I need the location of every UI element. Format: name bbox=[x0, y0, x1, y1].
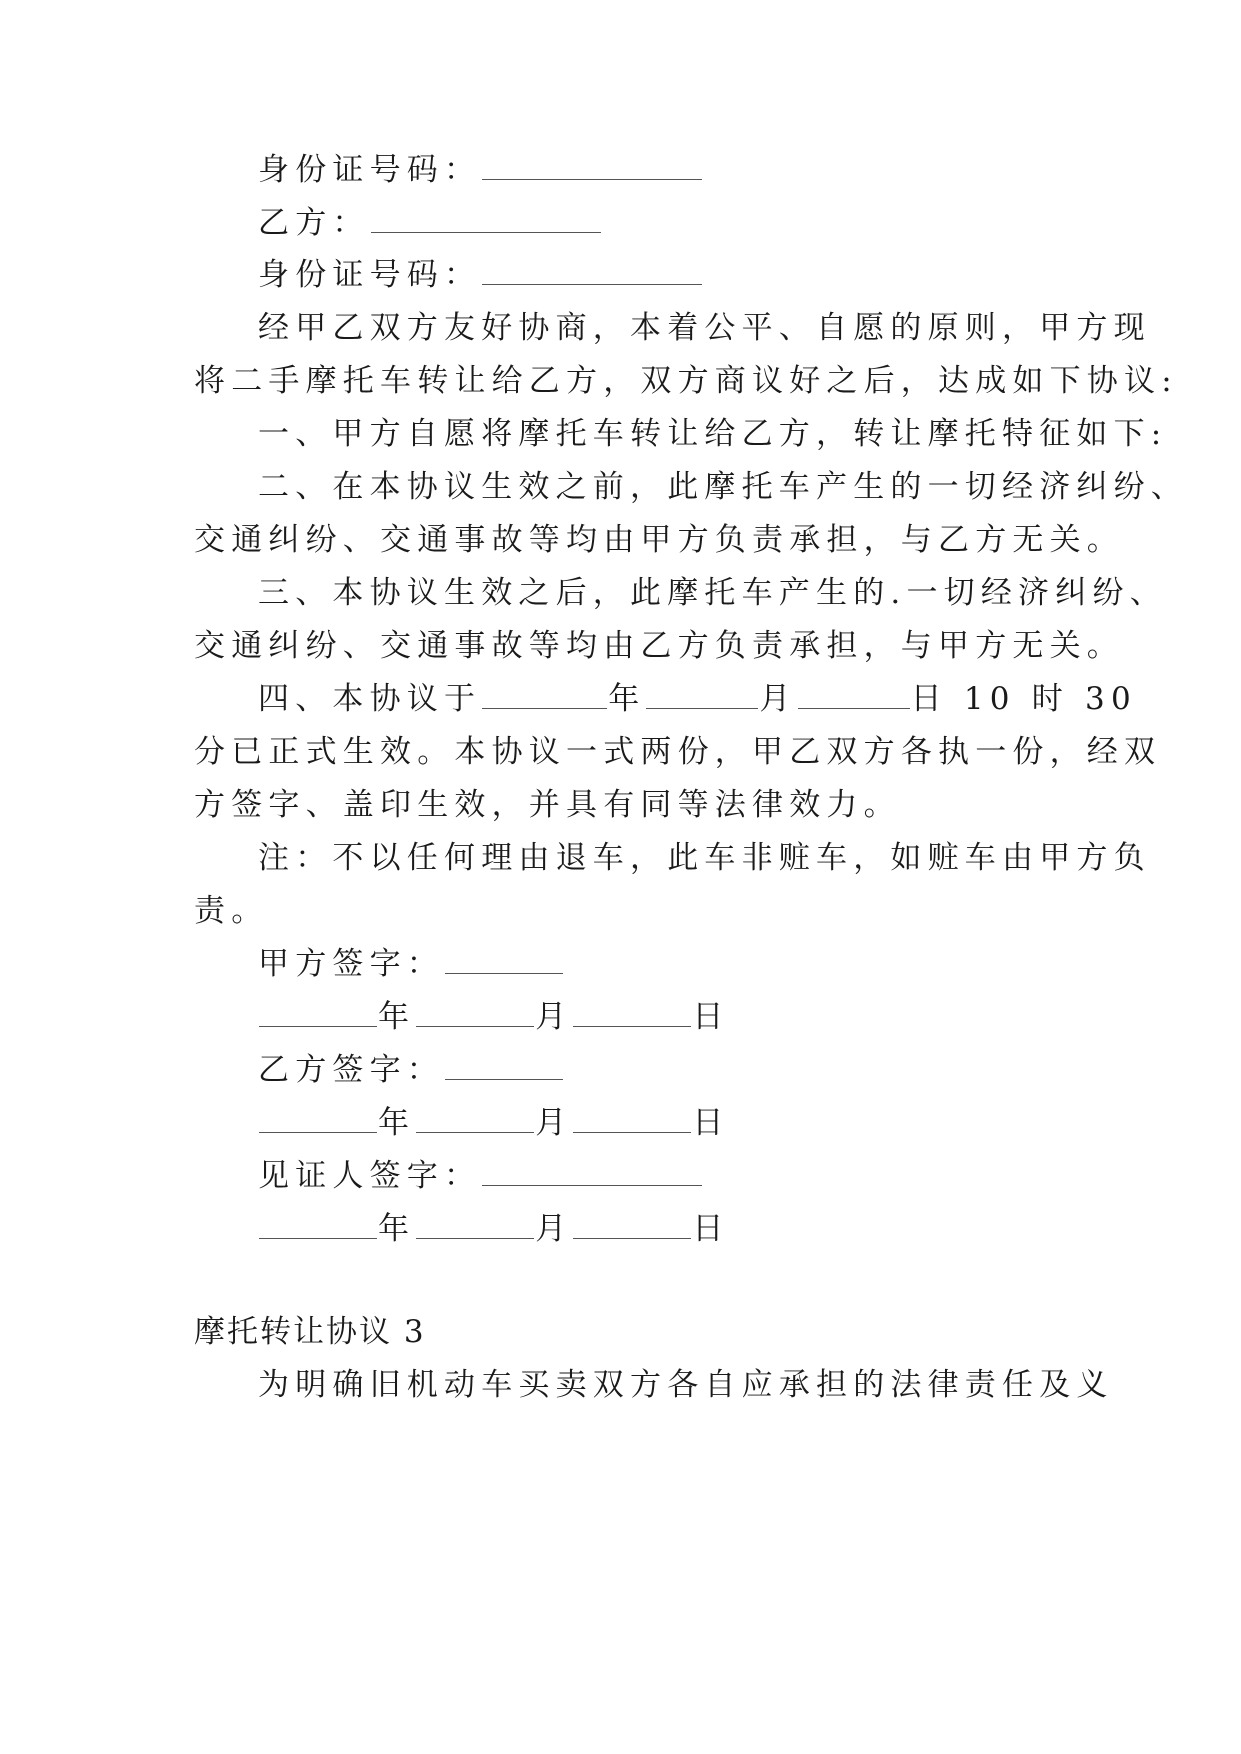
month-label: 月 bbox=[535, 999, 573, 1035]
party-b-line bbox=[258, 203, 602, 243]
day-label: 日 bbox=[692, 999, 730, 1035]
day-blank bbox=[573, 1110, 691, 1133]
signature-blank bbox=[482, 1163, 702, 1186]
party-a-date-line bbox=[258, 997, 730, 1037]
section-3-paragraph-line-1: 为明确旧机动车买卖双方各自应承担的法律责任及义 bbox=[258, 1367, 1114, 1403]
id-number-line-1 bbox=[258, 150, 703, 190]
intro-paragraph-line-2: 将二手摩托车转让给乙方，双方商议好之后，达成如下协议: bbox=[194, 363, 1178, 399]
month-label: 月 bbox=[535, 1211, 573, 1247]
year-blank bbox=[259, 1216, 377, 1239]
day-blank bbox=[573, 1216, 691, 1239]
party-a-signature-label: 甲方签字： bbox=[258, 946, 444, 982]
clause-3-line-1: 三、本协议生效之后，此摩托车产生的.一切经济纠纷、 bbox=[258, 575, 1167, 611]
month-blank bbox=[416, 1004, 534, 1027]
clause-4-line-3: 方签字、盖印生效，并具有同等法律效力。 bbox=[194, 787, 901, 823]
year-label: 年 bbox=[378, 1211, 416, 1247]
clause-4-line-2: 分已正式生效。本协议一式两份，甲乙双方各执一份，经双 bbox=[194, 734, 1162, 770]
witness-date-line bbox=[258, 1209, 730, 1249]
party-b-blank bbox=[371, 210, 601, 233]
clause-3-line-2: 交通纠纷、交通事故等均由乙方负责承担，与甲方无关。 bbox=[194, 628, 1124, 664]
year-label: 年 bbox=[378, 1105, 416, 1141]
month-blank bbox=[416, 1216, 534, 1239]
year-label: 年 bbox=[608, 681, 646, 717]
day-blank bbox=[573, 1004, 691, 1027]
note-line-2: 责。 bbox=[194, 893, 269, 929]
year-label: 年 bbox=[378, 999, 416, 1035]
month-blank bbox=[416, 1110, 534, 1133]
section-title: 摩托转让协议 3 bbox=[194, 1314, 426, 1350]
day-label: 日 bbox=[692, 1105, 730, 1141]
intro-paragraph-line-1: 经甲乙双方友好协商，本着公平、自愿的原则，甲方现 bbox=[258, 310, 1151, 346]
clause-1: 一、甲方自愿将摩托车转让给乙方，转让摩托特征如下: bbox=[258, 416, 1168, 452]
id-number-label: 身份证号码： bbox=[258, 152, 482, 188]
party-b-date-line bbox=[258, 1103, 730, 1143]
signature-blank bbox=[445, 1057, 563, 1080]
id-number-blank bbox=[482, 262, 702, 285]
month-label: 月 bbox=[535, 1105, 573, 1141]
year-blank bbox=[259, 1110, 377, 1133]
witness-signature-label: 见证人签字： bbox=[258, 1158, 482, 1194]
clause-4-prefix: 四、本协议于 bbox=[258, 681, 482, 717]
clause-2-line-2: 交通纠纷、交通事故等均由甲方负责承担，与乙方无关。 bbox=[194, 522, 1124, 558]
month-label: 月 bbox=[759, 681, 797, 717]
party-b-signature-label: 乙方签字： bbox=[258, 1052, 444, 1088]
year-blank bbox=[259, 1004, 377, 1027]
clause-2-line-1: 二、在本协议生效之前，此摩托车产生的一切经济纠纷、 bbox=[258, 469, 1188, 505]
party-b-label: 乙方： bbox=[258, 205, 370, 241]
month-blank bbox=[646, 686, 758, 709]
day-label: 日 bbox=[692, 1211, 730, 1247]
clause-4-line-1 bbox=[258, 679, 1137, 719]
id-number-line-2 bbox=[258, 255, 703, 295]
effective-time: 日 10 时 30 bbox=[910, 681, 1137, 717]
note-line-1: 注：不以任何理由退车，此车非赃车，如赃车由甲方负 bbox=[258, 840, 1151, 876]
id-number-blank bbox=[482, 157, 702, 180]
party-a-signature-line bbox=[258, 944, 564, 984]
id-number-label: 身份证号码： bbox=[258, 257, 482, 293]
signature-blank bbox=[445, 951, 563, 974]
party-b-signature-line bbox=[258, 1050, 564, 1090]
year-blank bbox=[482, 686, 607, 709]
witness-signature-line bbox=[258, 1156, 703, 1196]
day-blank bbox=[798, 686, 910, 709]
